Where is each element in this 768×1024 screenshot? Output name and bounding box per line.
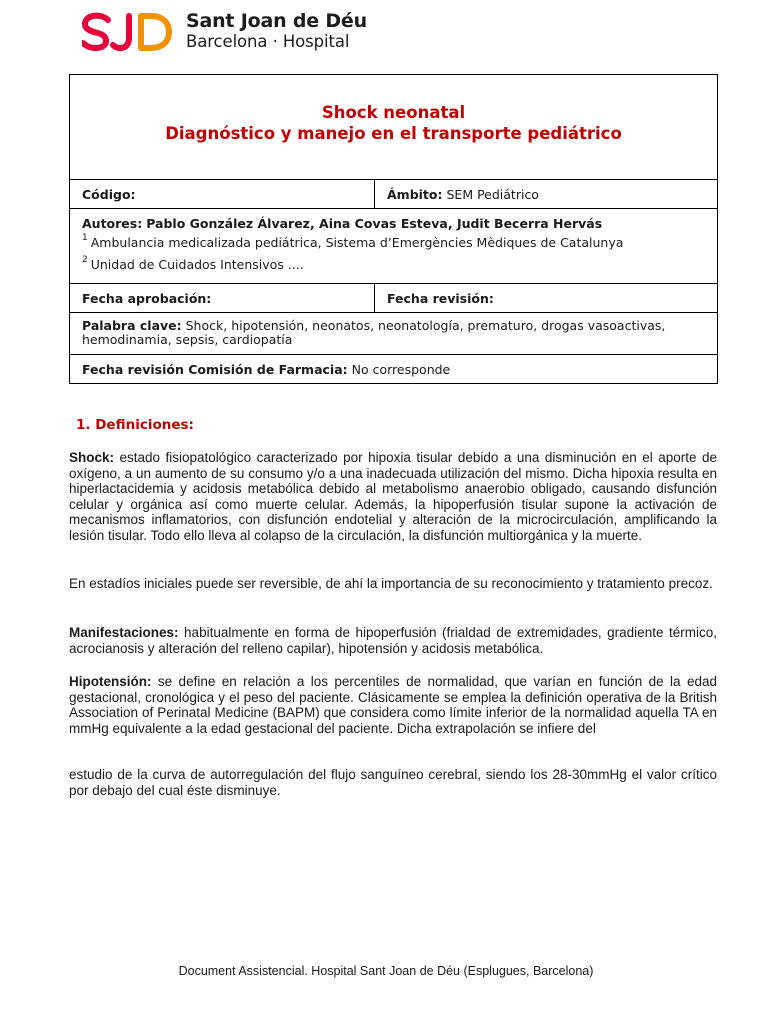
affiliation-2	[82, 255, 705, 274]
hipotension-text: se define en relación a los percentiles de normalidad, que varían en función de la edad gestacional, cronológica y el peso del paciente. Clásicamente se emplea la definición operativa de la British Association of Perinatal Medicine (BAPM) que considera como límite inferior de la normalidad aquella TA en mmHg equivalente a la edad gestacional del paciente. Dicha extrapolación se infiere del	[69, 674, 717, 736]
title-block	[70, 75, 717, 179]
estadios-paragraph	[69, 576, 717, 592]
manifestaciones-text: habitualmente en forma de hipoperfusión (frialdad de extremidades, gradiente térmico, acrocianosis y alteración del relleno capilar), hipotensión y acidosis metabólica.	[69, 625, 717, 656]
document-header-table	[69, 74, 718, 384]
estadios-text: En estadíos iniciales puede ser reversible, de ahí la importancia de su reconocimiento y tratamiento precoz.	[69, 576, 713, 591]
sjd-logo-mark	[82, 10, 174, 52]
shock-paragraph	[69, 450, 717, 544]
authors-block	[70, 208, 717, 283]
document-subtitle: Diagnóstico y manejo en el transporte pediátrico	[165, 124, 622, 143]
manifestaciones-label: Manifestaciones:	[69, 625, 179, 640]
estudio-paragraph	[69, 767, 717, 798]
hipotension-paragraph	[69, 674, 717, 736]
document-title: Shock neonatal	[321, 103, 466, 122]
affiliation-1-text: Ambulancia medicalizada pediátrica, Sistema d’Emergències Mèdiques de Catalunya	[90, 235, 624, 250]
shock-text: estado fisiopatológico caracterizado por hipoxia tisular debido a una disminución en el aporte de oxígeno, a un aumento de su consumo y/o a una inadecuada utilización del mismo. Dicha hipoxia resulta en hiperlactacidemia y acidosis metabólica debido al metabolismo anaerobio obligado, causando disfunción celular y orgánica así como muerte celular. Además, la hipoperfusión tisular supone la activación de mecanismos inflamatorios, con disfunción endotelial y alteración de la microcirculación, amplificando la lesión tisular. Todo ello lleva al colapso de la circulación, la disfunción multiorgánica y la muerte.	[69, 450, 717, 543]
farmacia-row	[70, 354, 717, 383]
affiliation-2-number: 2	[82, 255, 88, 265]
ambito-cell	[375, 180, 717, 208]
codigo-ambito-row	[70, 179, 717, 208]
logo-hospital-subtitle: Barcelona · Hospital	[186, 31, 350, 51]
fecha-revision-label: Fecha revisión:	[387, 290, 494, 306]
affiliation-1	[82, 233, 705, 252]
farmacia-value: No corresponde	[351, 361, 451, 377]
sjd-letters-graphic	[82, 10, 174, 52]
codigo-label: Código:	[82, 186, 136, 202]
autores-value: Pablo González Álvarez, Aina Covas Esteva, Judit Becerra Hervás	[146, 216, 603, 231]
keywords-block	[70, 312, 717, 354]
fecha-revision-cell	[375, 284, 717, 312]
manifestaciones-paragraph	[69, 625, 717, 656]
fecha-aprobacion-label: Fecha aprobación:	[82, 290, 212, 306]
fecha-aprobacion-cell	[70, 284, 375, 312]
affiliation-2-text: Unidad de Cuidados Intensivos ....	[90, 257, 304, 272]
autores-label: Autores:	[82, 216, 143, 231]
page-footer: Document Assistencial. Hospital Sant Joan de Déu (Esplugues, Barcelona)	[178, 964, 594, 978]
hospital-logo	[82, 10, 367, 52]
palabra-clave-label: Palabra clave:	[82, 318, 182, 333]
hipotension-label: Hipotensión:	[69, 674, 152, 689]
fechas-row	[70, 283, 717, 312]
codigo-cell	[70, 180, 375, 208]
farmacia-label: Fecha revisión Comisión de Farmacia:	[82, 361, 348, 377]
estudio-text: estudio de la curva de autorregulación del flujo sanguíneo cerebral, siendo los 28-30mmHg el valor crítico por debajo del cual éste disminuye.	[69, 767, 717, 798]
affiliation-1-number: 1	[82, 233, 88, 243]
shock-label: Shock:	[69, 450, 115, 465]
ambito-value: SEM Pediátrico	[446, 186, 539, 202]
palabra-clave-value: Shock, hipotensión, neonatos, neonatología, prematuro, drogas vasoactivas, hemodinamia, sepsis, cardiopatía	[82, 318, 666, 347]
ambito-label: Ámbito:	[387, 186, 443, 202]
logo-hospital-name: Sant Joan de Déu	[186, 9, 367, 32]
section-heading-definiciones: 1. Definiciones:	[76, 417, 194, 433]
